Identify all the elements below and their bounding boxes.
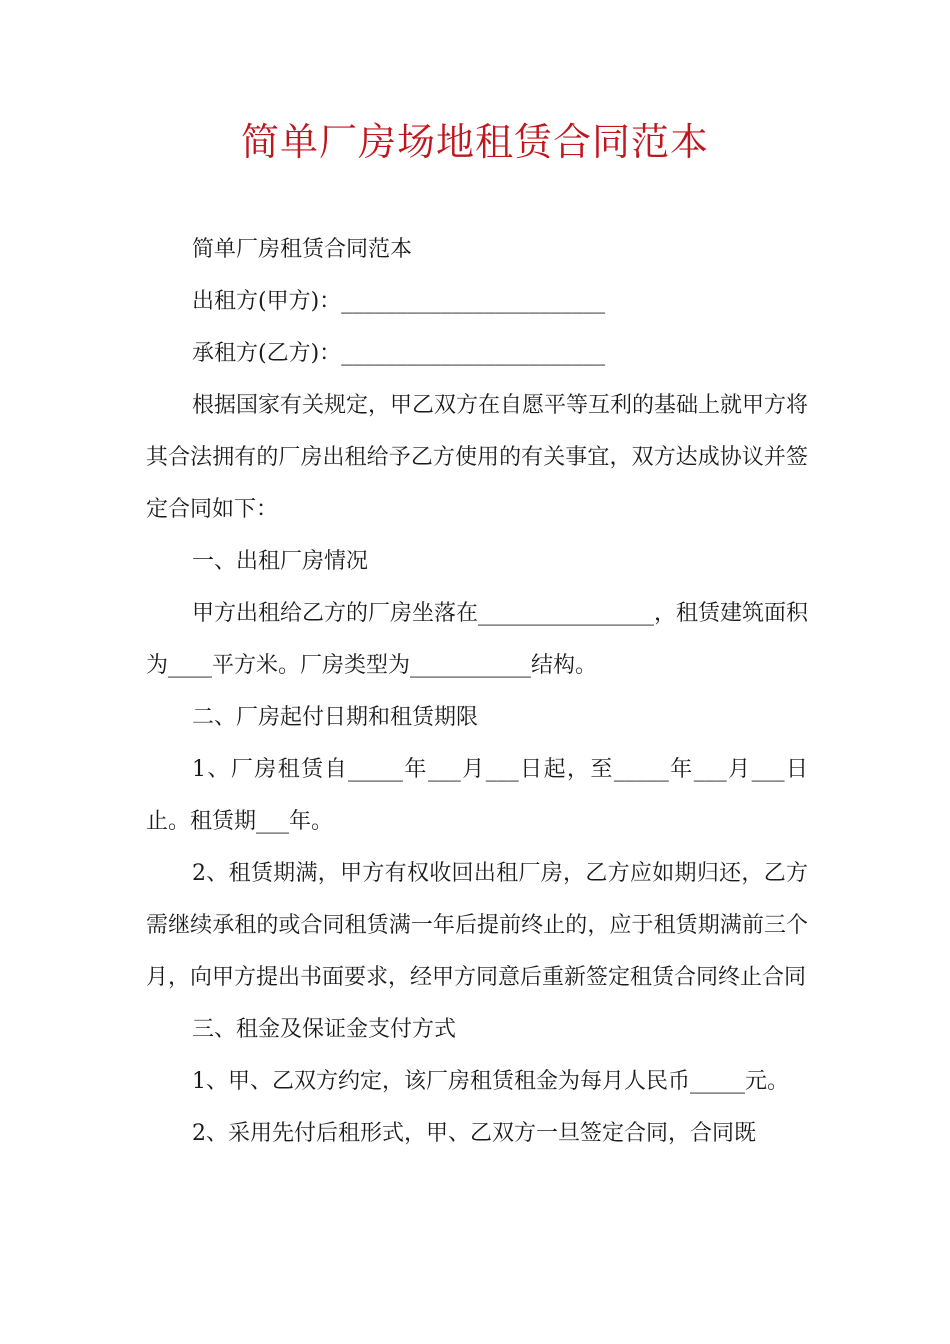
paragraph-term-2: 2、租赁期满，甲方有权收回出租厂房，乙方应如期归还，乙方需继续承租的或合同租赁满一年后提前终止的，应于租赁期满前三个月，向甲方提出书面要求，经甲方同意后重新签定租赁合同终止合同 (146, 861, 808, 990)
paragraph-rent-2: 2、采用先付后租形式，甲、乙双方一旦签定合同，合同既 (192, 1121, 756, 1146)
section-heading-3: 三、租金及保证金支付方式 (192, 1017, 457, 1042)
paragraph-property: 甲方出租给乙方的厂房坐落在________________，租赁建筑面积为____平方米。厂房类型为___________结构。 (146, 601, 809, 678)
paragraph-term-1: 1、厂房租赁自_____年___月___日起，至_____年___月___日止。租赁期___年。 (146, 757, 808, 834)
paragraph-rent-1: 1、甲、乙双方约定，该厂房租赁租金为每月人民币_____元。 (192, 1069, 789, 1094)
document-title: 简单厂房场地租赁合同范本 (240, 120, 709, 164)
paragraph-lessee: 承租方(乙方)：________________________ (192, 341, 606, 366)
paragraph-subtitle: 简单厂房租赁合同范本 (192, 237, 413, 262)
document-body (146, 224, 808, 1160)
paragraph-preamble: 根据国家有关规定，甲乙双方在自愿平等互利的基础上就甲方将其合法拥有的厂房出租给予乙方使用的有关事宜，双方达成协议并签定合同如下： (146, 393, 809, 522)
section-heading-1: 一、出租厂房情况 (192, 549, 369, 574)
paragraph-lessor: 出租方(甲方)：________________________ (192, 289, 606, 314)
section-heading-2: 二、厂房起付日期和租赁期限 (192, 705, 479, 730)
